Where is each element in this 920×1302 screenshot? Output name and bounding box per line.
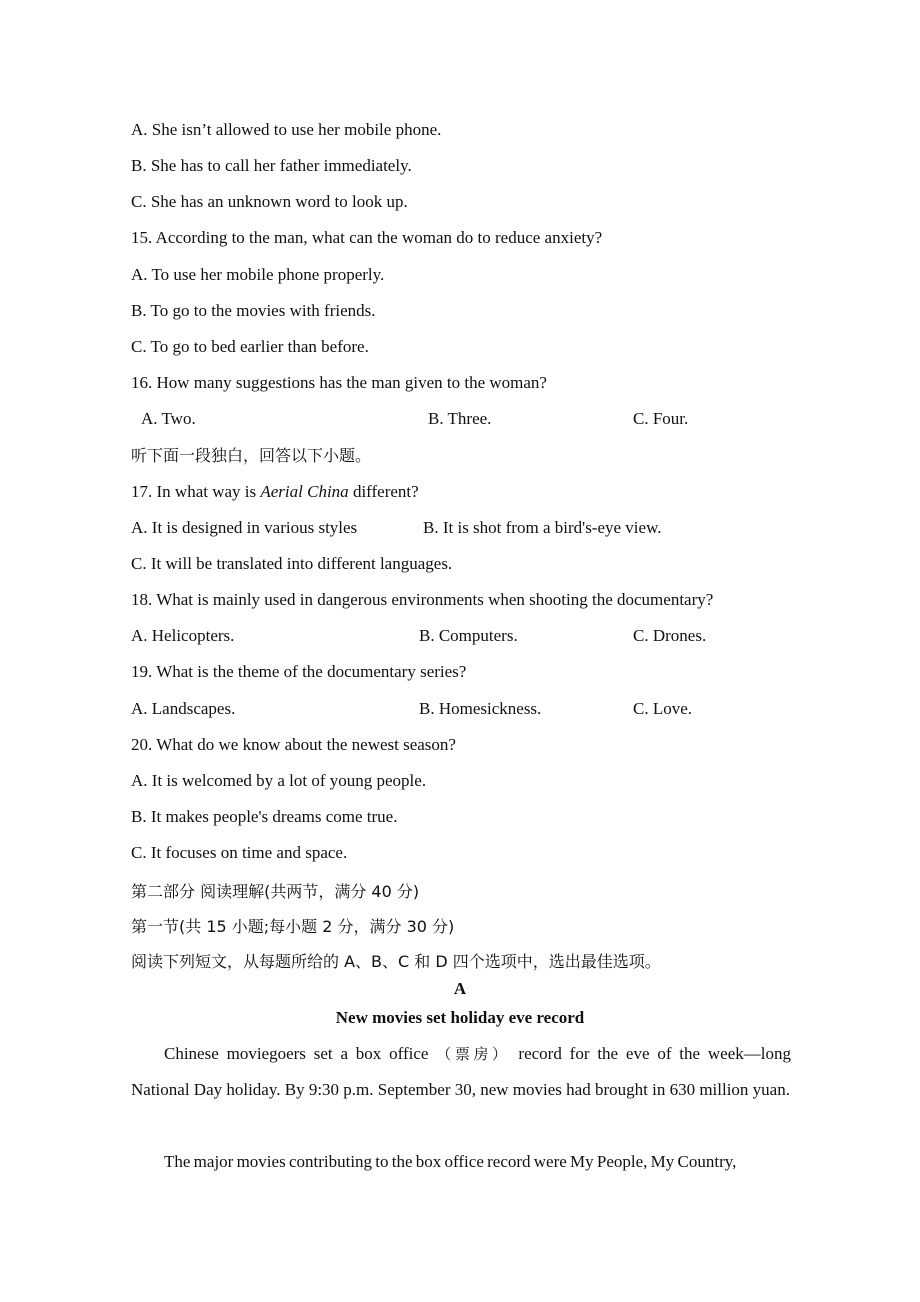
q14-option-b: B. She has to call her father immediately. [131, 156, 412, 175]
paragraph-1-start: Chinese moviegoers set a box office [164, 1044, 437, 1063]
q19-question: 19. What is the theme of the documentary series? [131, 662, 467, 681]
q20-question: 20. What do we know about the newest season? [131, 735, 456, 754]
q17-option-c: C. It will be translated into different languages. [131, 554, 453, 573]
q18-option-a: A. Helicopters. [131, 626, 235, 645]
q17-option-a: A. It is designed in various styles [131, 518, 358, 537]
q17-documentary-title: Aerial China [260, 482, 349, 501]
q18-option-c: C. Drones. [633, 626, 707, 645]
passage-title: New movies set holiday eve record [335, 1008, 585, 1027]
q16-option-c: C. Four. [633, 409, 689, 428]
q15-option-b: B. To go to the movies with friends. [131, 301, 376, 320]
passage-label: A [453, 979, 467, 998]
reading-instruction: 阅读下列短文，从每题所给的 A、B、C 和 D 四个选项中，选出最佳选项。 [131, 952, 661, 971]
passage-paragraph-1 [131, 1036, 791, 1108]
part2-heading: 第二部分 阅读理解(共两节，满分 40 分) [131, 882, 420, 901]
q20-option-a: A. It is welcomed by a lot of young people. [131, 771, 427, 790]
q15-option-a: A. To use her mobile phone properly. [131, 265, 385, 284]
box-office-chinese-note: （票房） [436, 1045, 511, 1063]
q14-option-c: C. She has an unknown word to look up. [131, 192, 408, 211]
paragraph-1-end: record for the eve of the week—long National Day holiday. By 9:30 p.m. September 30, new movies had brought in 630 million yuan. [131, 1044, 791, 1099]
section1-heading: 第一节(共 15 小题;每小题 2 分，满分 30 分) [131, 917, 455, 936]
q20-option-c: C. It focuses on time and space. [131, 843, 348, 862]
q19-option-b: B. Homesickness. [419, 699, 542, 718]
q17-question-prefix: 17. In what way is [131, 482, 261, 501]
q16-option-b: B. Three. [428, 409, 492, 428]
q17-question-suffix: different? [348, 482, 419, 501]
q16-question: 16. How many suggestions has the man given to the woman? [131, 373, 547, 392]
q17-option-b: B. It is shot from a bird's-eye view. [423, 518, 662, 537]
q18-option-b: B. Computers. [419, 626, 518, 645]
monologue-instruction: 听下面一段独白，回答以下小题。 [131, 446, 372, 465]
q19-option-a: A. Landscapes. [131, 699, 236, 718]
q19-option-c: C. Love. [633, 699, 693, 718]
q15-option-c: C. To go to bed earlier than before. [131, 337, 369, 356]
q20-option-b: B. It makes people's dreams come true. [131, 807, 398, 826]
q14-option-a: A. She isn’t allowed to use her mobile phone. [131, 120, 442, 139]
q18-question: 18. What is mainly used in dangerous environments when shooting the documentary? [131, 590, 714, 609]
passage-paragraph-2: The major movies contributing to the box office record were My People, My Country, [164, 1152, 737, 1171]
q15-question: 15. According to the man, what can the woman do to reduce anxiety? [131, 228, 603, 247]
q17-question [131, 481, 419, 503]
q16-option-a: A. Two. [141, 409, 196, 428]
